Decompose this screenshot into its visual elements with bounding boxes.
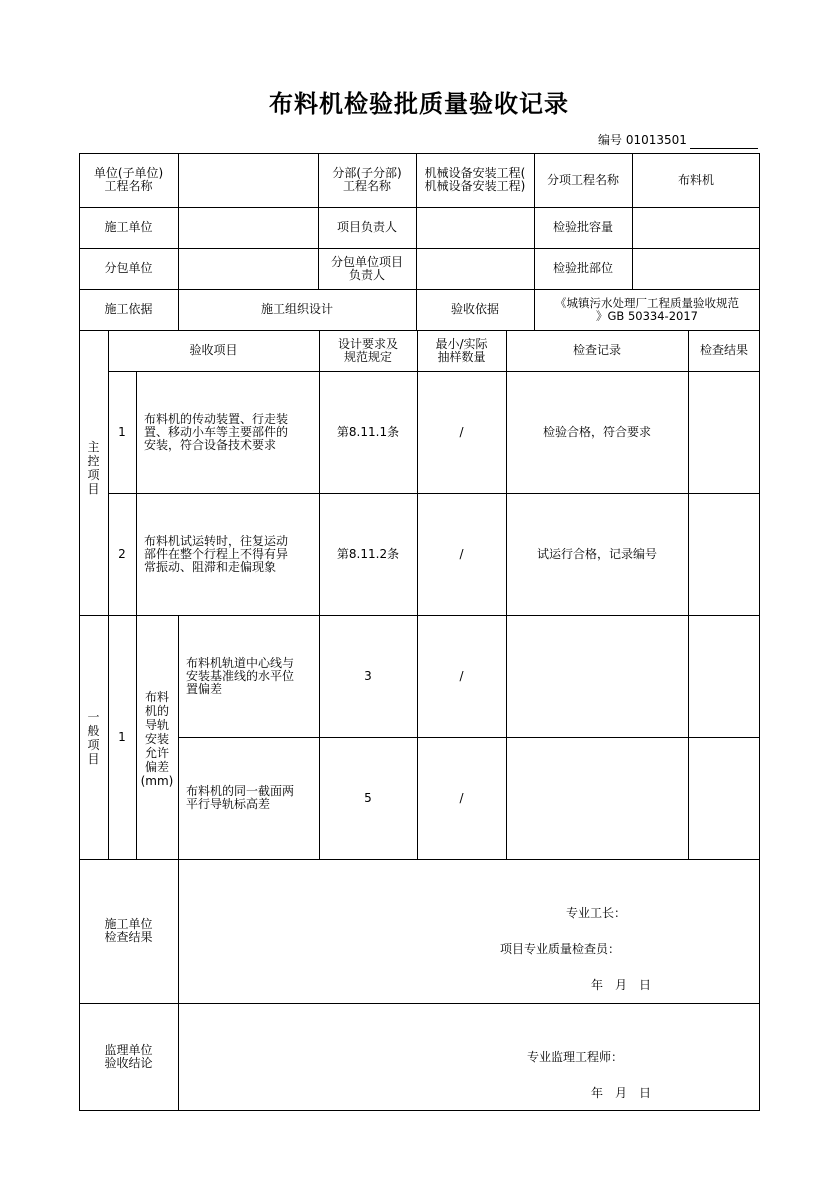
acceptance-basis-value: 《城镇污水处理厂工程质量验收规范 》GB 50334-2017 <box>555 295 739 323</box>
main-item-2-description: 布料机试运转时，往复运动部件在整个行程上不得有异常振动、阻滞和走偏现象 <box>144 533 289 574</box>
subcontractor-value <box>178 248 318 289</box>
construction-basis-label: 施工依据 <box>104 302 153 316</box>
general-group-label: 一 般 项 目 <box>87 710 100 766</box>
construction-unit-label: 施工单位 <box>104 220 153 234</box>
column-header-design-requirement: 设计要求及 规范规定 <box>337 336 398 364</box>
col-divider <box>178 615 179 859</box>
construction-unit-value <box>178 207 318 248</box>
supervision-engineer-signature-label: 专业监理工程师： <box>527 1049 624 1064</box>
sub-item-value: 布料机 <box>677 172 714 187</box>
main-control-group-label: 主 控 项 目 <box>87 440 100 496</box>
batch-location-value <box>632 248 760 289</box>
general-item-number: 1 <box>118 729 126 744</box>
document-number-underline <box>690 148 758 149</box>
row-divider <box>79 859 760 860</box>
general-item-2-description: 布料机的同一截面两平行导轨标高差 <box>186 784 295 811</box>
main-item-1-description: 布料机的传动装置、行走装置、移动小车等主要部件的安装，符合设备技术要求 <box>144 411 289 452</box>
sub-item-label: 分项工程名称 <box>546 172 619 187</box>
column-header-item: 验收项目 <box>189 343 238 357</box>
general-item-1-requirement: 3 <box>364 668 372 683</box>
batch-capacity-value <box>632 207 760 248</box>
batch-location-label: 检验批部位 <box>552 261 613 275</box>
main-item-2-sample: / <box>459 546 464 561</box>
sub-division-value: 机械设备安装工程( 机械设备安装工程) <box>424 166 526 193</box>
main-item-2-record: 试运行合格，记录编号 <box>536 546 657 561</box>
main-item-2-requirement: 第8.11.2条 <box>336 546 400 561</box>
col-divider <box>178 859 179 1111</box>
subcontractor-label: 分包单位 <box>104 261 153 275</box>
column-header-record: 检查记录 <box>572 343 621 357</box>
general-item-2-requirement: 5 <box>364 790 372 805</box>
acceptance-basis-label: 验收依据 <box>450 302 499 316</box>
general-item-2-record <box>506 737 688 859</box>
main-item-1-number: 1 <box>118 424 126 439</box>
column-header-result: 检查结果 <box>699 343 748 357</box>
column-header-sample: 最小/实际 抽样数量 <box>435 336 488 364</box>
unit-project-label: 单位(子单位) 工程名称 <box>93 166 164 193</box>
construction-check-label: 施工单位 检查结果 <box>104 917 153 944</box>
main-item-1-record: 检验合格，符合要求 <box>542 424 651 439</box>
batch-capacity-label: 检验批容量 <box>552 220 613 234</box>
project-manager-label: 项目负责人 <box>336 220 397 234</box>
foreman-signature-label: 专业工长： <box>566 905 627 920</box>
main-item-2-result <box>688 493 760 615</box>
unit-project-value <box>178 153 318 207</box>
supervision-label: 监理单位 验收结论 <box>104 1043 153 1070</box>
row-divider <box>79 1003 760 1004</box>
subcontract-manager-value <box>416 248 534 289</box>
project-manager-value <box>416 207 534 248</box>
supervision-date: 年 月 日 <box>591 1085 652 1100</box>
quality-inspector-signature-label: 项目专业质量检查员： <box>500 941 621 956</box>
sub-division-label: 分部(子分部) 工程名称 <box>332 166 402 193</box>
main-item-1-sample: / <box>459 424 464 439</box>
page-title: 布料机检验批质量验收记录 <box>269 90 569 118</box>
general-item-1-description: 布料机轨道中心线与安装基准线的水平位置偏差 <box>186 655 295 696</box>
general-item-2-result <box>688 737 760 859</box>
general-subitem-label: 布料 机的 导轨 安装 允许 偏差 (mm) <box>140 690 174 788</box>
document-number: 编号 01013501 <box>598 133 687 147</box>
general-item-1-sample: / <box>459 668 464 683</box>
main-item-1-requirement: 第8.11.1条 <box>336 424 400 439</box>
construction-basis-value: 施工组织设计 <box>260 302 333 316</box>
general-item-2-sample: / <box>459 790 464 805</box>
main-item-1-result <box>688 371 760 493</box>
general-item-1-result <box>688 615 760 737</box>
subcontract-manager-label: 分包单位项目 负责人 <box>330 254 403 282</box>
main-item-2-number: 2 <box>118 546 126 561</box>
general-item-1-record <box>506 615 688 737</box>
construction-check-date: 年 月 日 <box>591 977 652 992</box>
